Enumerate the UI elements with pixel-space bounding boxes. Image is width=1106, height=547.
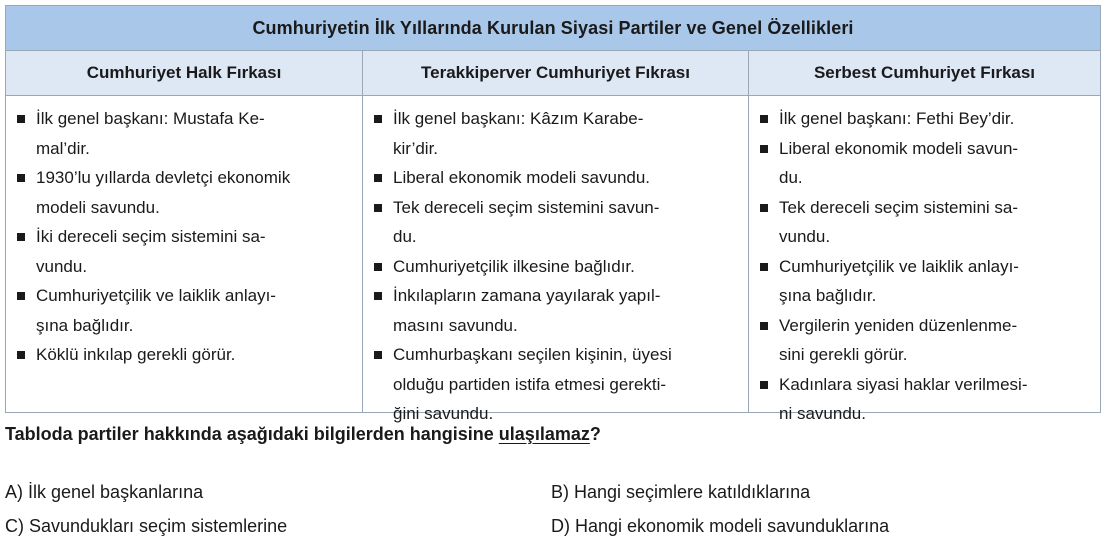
list-item: Cumhuriyetçilik ilkesine bağlıdır. [373,252,738,282]
column-scf-items [749,96,1100,423]
list-item: İki dereceli seçim sistemini sa- vundu. [16,222,352,281]
option-b[interactable]: B) Hangi seçimlere katıldıklarına [551,482,811,502]
list-item: 1930’lu yıllarda devletçi ekonomik modeli savundu. [16,163,352,222]
square-bullet-icon [373,163,393,193]
list-item: Vergilerin yeniden düzenlenme- sini gerekli görür. [759,311,1090,370]
column-tcf-items [363,96,749,423]
list-item: Cumhurbaşkanı seçilen kişinin, üyesi olduğu partiden istifa etmesi gerekti- ğini savundu. [373,340,738,429]
square-bullet-icon [373,193,393,252]
list-item: Cumhuriyetçilik ve laiklik anlayı- şına bağlıdır. [16,281,352,340]
list-item: İlk genel başkanı: Fethi Bey’dir. [759,104,1090,134]
table-title-text: Cumhuriyetin İlk Yıllarında Kurulan Siyasi Partiler ve Genel Özellikleri [252,17,854,38]
square-bullet-icon [759,193,779,252]
square-bullet-icon [759,104,779,134]
square-bullet-icon [759,370,779,429]
question-suffix: ? [589,424,601,444]
table-header-row [6,51,1100,96]
list-item: İlk genel başkanı: Mustafa Ke- mal’dir. [16,104,352,163]
column-header-tcf: Terakkiperver Cumhuriyet Fıkrası [363,51,749,95]
list-item: Liberal ekonomik modeli savundu. [373,163,738,193]
list-item: Kadınlara siyasi haklar verilmesi- ni savundu. [759,370,1090,429]
question-prefix: Tabloda partiler hakkında aşağıdaki bilgilerden hangisine [5,424,499,444]
list-item: Köklü inkılap gerekli görür. [16,340,352,370]
parties-table [5,5,1101,423]
list-item: İlk genel başkanı: Kâzım Karabe- kir’dir. [373,104,738,163]
option-d[interactable]: D) Hangi ekonomik modeli savunduklarına [551,516,890,536]
square-bullet-icon [16,222,36,281]
square-bullet-icon [16,163,36,222]
list-item: Tek dereceli seçim sistemini savun- du. [373,193,738,252]
square-bullet-icon [16,104,36,163]
square-bullet-icon [759,311,779,370]
column-header-scf: Serbest Cumhuriyet Fırkası [813,63,1036,82]
square-bullet-icon [759,134,779,193]
table-title [6,6,1100,51]
list-item: Cumhuriyetçilik ve laiklik anlayı- şına bağlıdır. [759,252,1090,311]
square-bullet-icon [16,281,36,340]
question-underlined-word: ulaşılamaz [498,424,590,444]
square-bullet-icon [759,252,779,311]
list-item: İnkılapların zamana yayılarak yapıl- masını savundu. [373,281,738,340]
list-item: Liberal ekonomik modeli savun- du. [759,134,1090,193]
option-c[interactable]: C) Savundukları seçim sistemlerine [5,516,288,536]
column-header-chf: Cumhuriyet Halk Fırkası [6,51,363,95]
square-bullet-icon [16,340,36,370]
column-chf-items [6,96,363,412]
square-bullet-icon [373,281,393,340]
square-bullet-icon [373,104,393,163]
square-bullet-icon [373,340,393,429]
square-bullet-icon [373,252,393,282]
list-item: Tek dereceli seçim sistemini sa- vundu. [759,193,1090,252]
table-body-row [6,96,1100,423]
option-a[interactable]: A) İlk genel başkanlarına [5,482,204,502]
question-text [5,424,601,445]
